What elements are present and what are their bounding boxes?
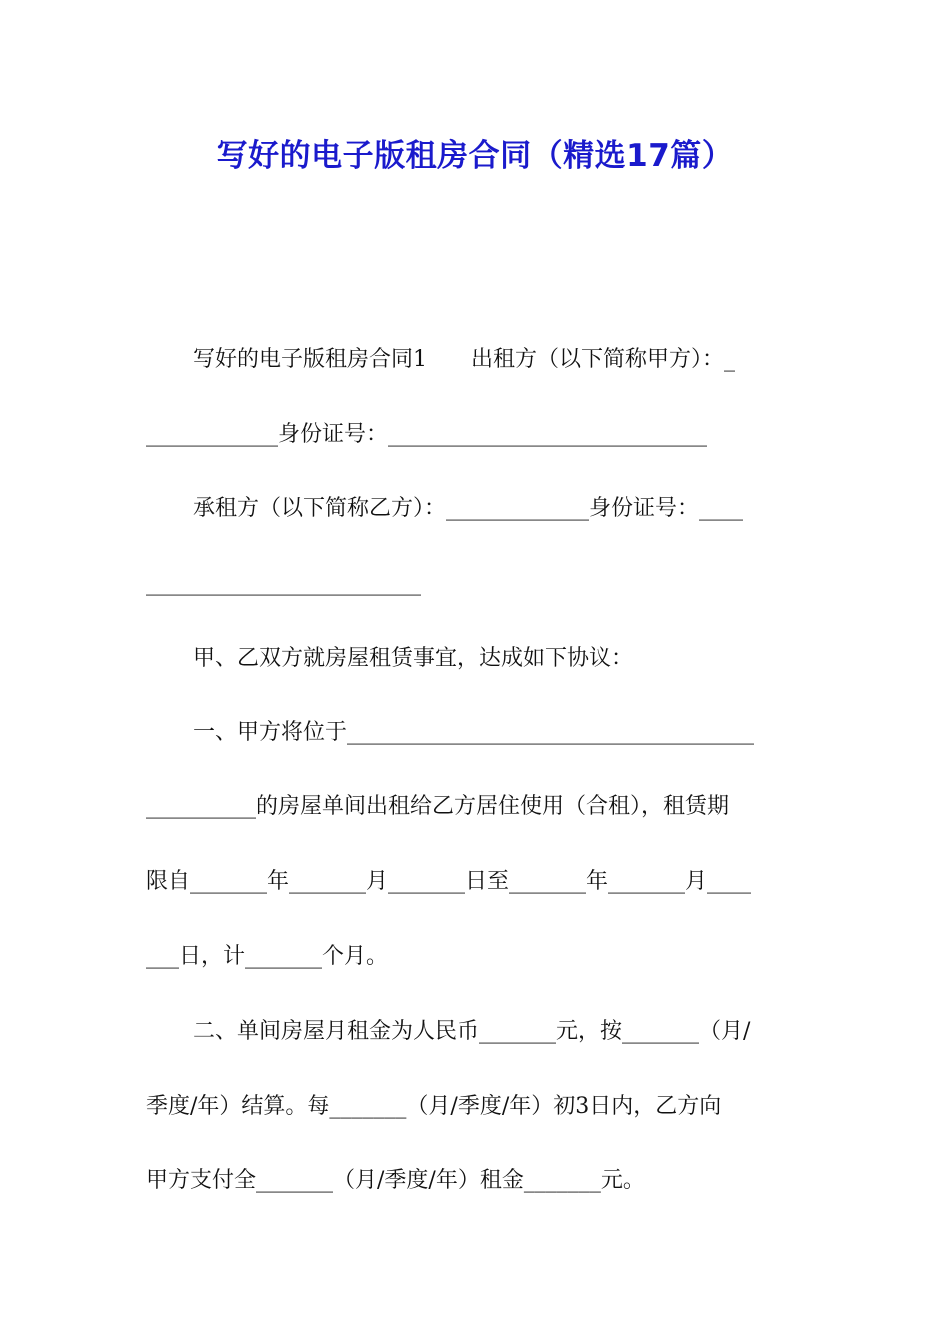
paragraph-line-9: ___日，计_______个月。 xyxy=(146,944,389,969)
paragraph-line-10: 二、单间房屋月租金为人民币_______元，按_______（月/ xyxy=(193,1019,751,1044)
paragraph-line-8: 限自_______年_______月_______日至_______年_______月____ xyxy=(146,869,752,894)
paragraph-line-12: 甲方支付全_______（月/季度/年）租金_______元。 xyxy=(146,1168,645,1193)
paragraph-line-3: 承租方（以下简称乙方）：_____________身份证号：____ xyxy=(193,496,744,521)
paragraph-line-7: __________的房屋单间出租给乙方居住使用（合租），租赁期 xyxy=(146,794,730,819)
paragraph-line-11: 季度/年）结算。每_______（月/季度/年）初3日内，乙方向 xyxy=(146,1094,722,1119)
paragraph-line-2: ____________身份证号：_____________________________ xyxy=(146,422,708,447)
document-title: 写好的电子版租房合同（精选17篇） xyxy=(216,138,734,174)
paragraph-line-1: 写好的电子版租房合同1 出租方（以下简称甲方）：_ xyxy=(193,347,735,372)
paragraph-line-4: _________________________ xyxy=(146,571,421,596)
paragraph-line-5: 甲、乙双方就房屋租赁事宜，达成如下协议： xyxy=(193,646,634,671)
paragraph-line-6: 一、甲方将位于_____________________________________ xyxy=(193,720,755,745)
